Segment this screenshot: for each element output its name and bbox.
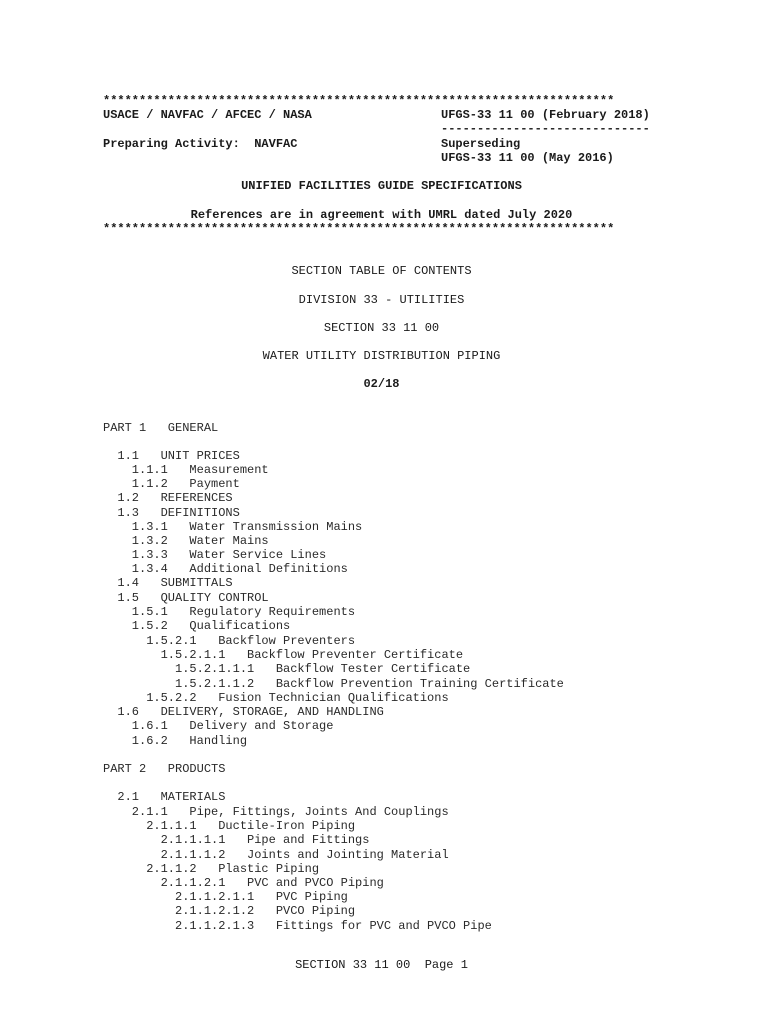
ufgs-title: UNIFIED FACILITIES GUIDE SPECIFICATIONS: [241, 179, 522, 193]
toc-entry[interactable]: 1.5.1 Regulatory Requirements: [103, 605, 356, 619]
toc-title: SECTION TABLE OF CONTENTS: [291, 264, 472, 278]
toc-entry[interactable]: 2.1.1.2.1.3 Fittings for PVC and PVCO Pipe: [103, 919, 492, 933]
ufgs-current: UFGS-33 11 00 (February 2018): [441, 108, 650, 122]
dash-rule: -----------------------------: [441, 122, 650, 136]
toc-entry[interactable]: 2.1.1.2.1.1 PVC Piping: [103, 890, 348, 904]
page-footer: SECTION 33 11 00 Page 1: [295, 958, 468, 972]
toc-entry[interactable]: 1.5.2.1 Backflow Preventers: [103, 634, 356, 648]
toc-entry[interactable]: 1.3 DEFINITIONS: [103, 506, 240, 520]
preparing-activity: Preparing Activity: NAVFAC: [103, 137, 298, 151]
toc-entry[interactable]: 1.6 DELIVERY, STORAGE, AND HANDLING: [103, 705, 384, 719]
toc-entry[interactable]: 1.3.3 Water Service Lines: [103, 548, 327, 562]
toc-entry[interactable]: 1.5.2.1.1.1 Backflow Tester Certificate: [103, 662, 471, 676]
toc-entry[interactable]: 2.1.1 Pipe, Fittings, Joints And Couplings: [103, 805, 449, 819]
toc-entry[interactable]: 1.2 REFERENCES: [103, 491, 233, 505]
toc-entry[interactable]: 1.1 UNIT PRICES: [103, 449, 240, 463]
toc-entry[interactable]: 2.1.1.1.1 Pipe and Fittings: [103, 833, 370, 847]
toc-entry[interactable]: 2.1.1.2.1.2 PVCO Piping: [103, 904, 356, 918]
toc-entry[interactable]: 1.5.2.1.1 Backflow Preventer Certificate: [103, 648, 464, 662]
toc-part-1[interactable]: PART 1 GENERAL: [103, 421, 219, 435]
toc-entry[interactable]: 2.1.1.2 Plastic Piping: [103, 862, 320, 876]
agencies-line: USACE / NAVFAC / AFCEC / NASA: [103, 108, 312, 122]
toc-entry[interactable]: 1.6.1 Delivery and Storage: [103, 719, 334, 733]
section-title: SECTION 33 11 00: [323, 321, 440, 335]
star-rule-bottom: ***********************************************************************: [103, 222, 615, 236]
toc-entry[interactable]: 1.3.4 Additional Definitions: [103, 562, 348, 576]
toc-entry[interactable]: 1.1.1 Measurement: [103, 463, 269, 477]
subject-title: WATER UTILITY DISTRIBUTION PIPING: [262, 349, 501, 363]
toc-entry[interactable]: 1.5.2.2 Fusion Technician Qualifications: [103, 691, 449, 705]
toc-entry[interactable]: 2.1 MATERIALS: [103, 790, 226, 804]
toc-entry[interactable]: 1.1.2 Payment: [103, 477, 240, 491]
date-code: 02/18: [363, 377, 400, 391]
toc-entry[interactable]: 1.6.2 Handling: [103, 734, 248, 748]
references-note: References are in agreement with UMRL dated July 2020: [190, 208, 573, 222]
toc-entry[interactable]: 2.1.1.1.2 Joints and Jointing Material: [103, 848, 449, 862]
toc-entry[interactable]: 1.3.1 Water Transmission Mains: [103, 520, 363, 534]
division-title: DIVISION 33 - UTILITIES: [298, 293, 465, 307]
toc-part-2[interactable]: PART 2 PRODUCTS: [103, 762, 226, 776]
toc-entry[interactable]: 2.1.1.1 Ductile-Iron Piping: [103, 819, 356, 833]
ufgs-superseded: UFGS-33 11 00 (May 2016): [441, 151, 614, 165]
superseding-label: Superseding: [441, 137, 521, 151]
toc-entry[interactable]: 1.5.2.1.1.2 Backflow Prevention Training Certificate: [103, 677, 564, 691]
toc-entry[interactable]: 1.3.2 Water Mains: [103, 534, 269, 548]
toc-entry[interactable]: 1.5.2 Qualifications: [103, 619, 291, 633]
toc-entry[interactable]: 1.4 SUBMITTALS: [103, 576, 233, 590]
toc-entry[interactable]: 1.5 QUALITY CONTROL: [103, 591, 269, 605]
star-rule-top: ***********************************************************************: [103, 94, 615, 108]
toc-entry[interactable]: 2.1.1.2.1 PVC and PVCO Piping: [103, 876, 384, 890]
